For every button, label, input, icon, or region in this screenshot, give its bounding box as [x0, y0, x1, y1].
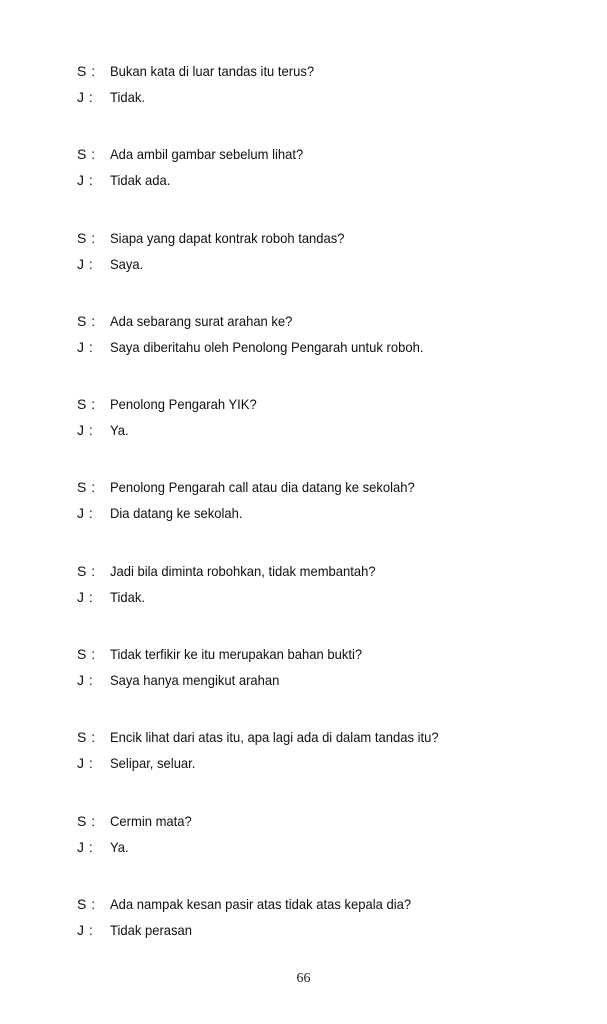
answer-text: Saya diberitahu oleh Penolong Pengarah untuk roboh.: [110, 338, 424, 355]
answer-speaker: J :: [77, 672, 94, 689]
question-line: [0, 724, 607, 750]
question-speaker: S :: [77, 146, 96, 163]
question-line: [0, 225, 607, 251]
answer-line: [0, 167, 607, 193]
answer-line: [0, 750, 607, 776]
question-speaker: S :: [77, 396, 96, 413]
qa-pair: [0, 808, 607, 891]
answer-text: Tidak.: [110, 588, 145, 605]
answer-text: Ya.: [110, 838, 129, 855]
answer-text: Tidak ada.: [110, 172, 171, 189]
answer-speaker: J :: [77, 338, 94, 355]
answer-speaker: J :: [77, 505, 94, 522]
answer-line: [0, 334, 607, 360]
answer-line: [0, 917, 607, 943]
answer-line: [0, 417, 607, 443]
question-text: Encik lihat dari atas itu, apa lagi ada di dalam tandas itu?: [110, 729, 439, 746]
qa-pair: [0, 391, 607, 474]
answer-line: [0, 834, 607, 860]
qa-pair: [0, 891, 607, 974]
answer-line: [0, 251, 607, 277]
question-line: [0, 641, 607, 667]
question-text: Penolong Pengarah call atau dia datang ke sekolah?: [110, 479, 415, 496]
qa-pair: [0, 58, 607, 141]
question-line: [0, 58, 607, 84]
page-number: 66: [296, 971, 311, 986]
question-line: [0, 391, 607, 417]
answer-speaker: J :: [77, 838, 94, 855]
qa-pair: [0, 308, 607, 391]
question-speaker: S :: [77, 479, 96, 496]
answer-line: [0, 667, 607, 693]
qa-pair: [0, 141, 607, 224]
qa-pair: [0, 724, 607, 807]
qa-pair: [0, 558, 607, 641]
answer-speaker: J :: [77, 422, 94, 439]
question-speaker: S :: [77, 63, 96, 79]
question-line: [0, 558, 607, 584]
question-speaker: S :: [77, 229, 96, 246]
answer-line: [0, 500, 607, 526]
answer-text: Selipar, seluar.: [110, 755, 196, 772]
transcript: [0, 58, 607, 974]
answer-speaker: J :: [77, 172, 94, 189]
answer-speaker: J :: [77, 921, 94, 938]
answer-speaker: J :: [77, 588, 94, 605]
question-text: Cermin mata?: [110, 812, 192, 829]
qa-pair: [0, 474, 607, 557]
question-line: [0, 308, 607, 334]
question-text: Ada sebarang surat arahan ke?: [110, 312, 293, 329]
answer-text: Dia datang ke sekolah.: [110, 505, 243, 522]
question-line: [0, 474, 607, 500]
question-text: Ada ambil gambar sebelum lihat?: [110, 146, 304, 163]
question-text: Jadi bila diminta robohkan, tidak membantah?: [110, 562, 376, 579]
question-line: [0, 141, 607, 167]
question-line: [0, 808, 607, 834]
answer-line: [0, 84, 607, 110]
question-speaker: S :: [77, 562, 96, 579]
question-text: Bukan kata di luar tandas itu terus?: [110, 63, 315, 79]
question-speaker: S :: [77, 729, 96, 746]
qa-pair: [0, 225, 607, 308]
question-text: Siapa yang dapat kontrak roboh tandas?: [110, 229, 345, 246]
answer-speaker: J :: [77, 255, 94, 272]
question-speaker: S :: [77, 312, 96, 329]
qa-pair: [0, 641, 607, 724]
question-line: [0, 891, 607, 917]
question-speaker: S :: [77, 895, 96, 912]
answer-text: Tidak.: [110, 89, 145, 105]
answer-text: Saya hanya mengikut arahan: [110, 672, 280, 689]
question-text: Tidak terfikir ke itu merupakan bahan bukti?: [110, 646, 363, 663]
question-speaker: S :: [77, 646, 96, 663]
question-text: Penolong Pengarah YIK?: [110, 396, 257, 413]
question-text: Ada nampak kesan pasir atas tidak atas kepala dia?: [110, 895, 412, 912]
answer-text: Ya.: [110, 422, 129, 439]
question-speaker: S :: [77, 812, 96, 829]
answer-line: [0, 584, 607, 610]
answer-text: Saya.: [110, 255, 144, 272]
answer-speaker: J :: [77, 89, 94, 105]
answer-text: Tidak perasan: [110, 921, 193, 938]
answer-speaker: J :: [77, 755, 94, 772]
